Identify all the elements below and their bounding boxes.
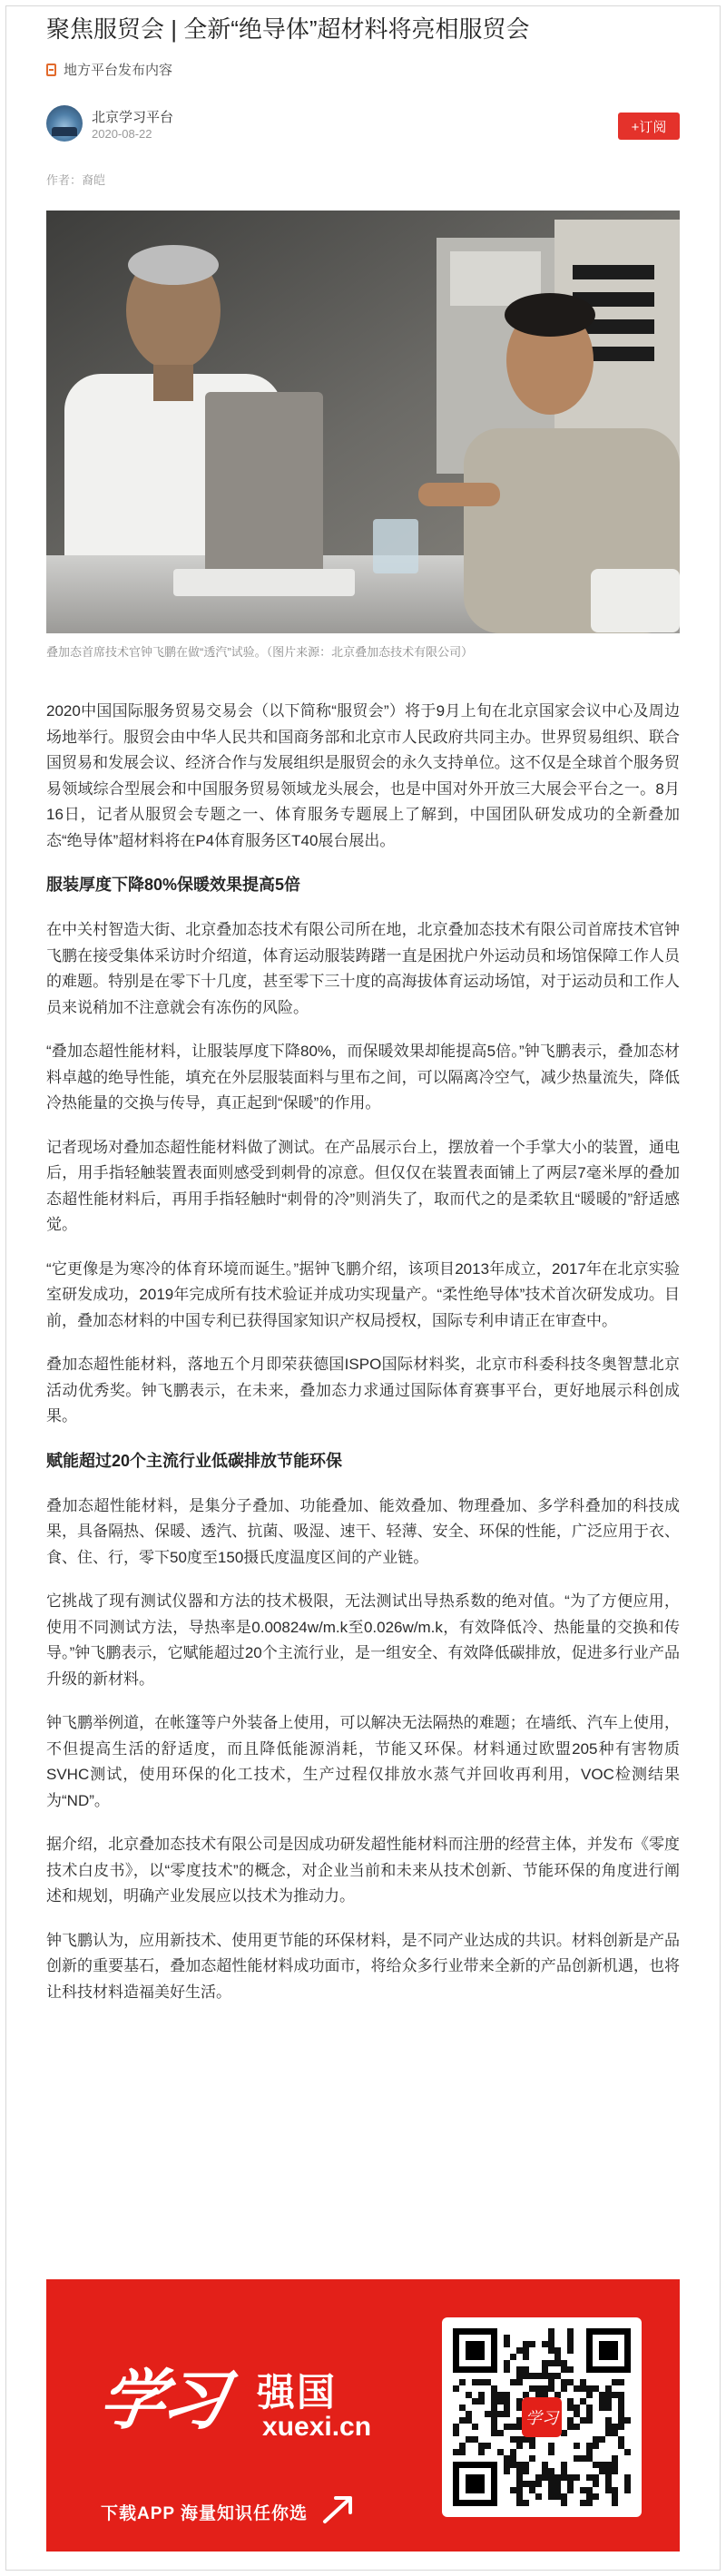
author-name[interactable]: 北京学习平台 [92,110,174,125]
avatar[interactable] [46,105,83,142]
photo-caption: 叠加态首席技术官钟飞鹏在做“透汽”试验。（图片来源：北京叠加态技术有限公司） [46,645,474,659]
qr-code[interactable] [442,2317,642,2517]
source-line [46,60,172,79]
brand-name: 强国 [257,2371,338,2414]
paragraph: 在中关村智造大街、北京叠加态技术有限公司所在地，北京叠加态技术有限公司首席技术官钟飞鹏在接受集体采访时介绍道，体育运动服装踌躇一直是困扰户外运动员和场馆保障工作人员的难题。特别是在零下十几度，甚至零下三十度的高海拔体育运动场馆，对于运动员和工作人员来说稍加不注意就会有冻伤的风险。 [46,921,680,1016]
article-photo [46,211,680,633]
qr-center-text: 学习 [525,2409,558,2428]
lab-photo-illustration [46,211,680,633]
paragraph: 它挑战了现有测试仪器和方法的技术极限，无法测试出导热系数的绝对值。“为了方便应用，使用不同测试方法，导热率是0.00824w/m.k至0.026w/m.k，有效降低冷、热能量的交换和传导。”钟飞鹏表示，它赋能超过20个主流行业，是一组安全、有效降低碳排放，促进多行业产品升级的新材料。 [46,1592,680,1688]
author-row [46,105,680,145]
subscribe-button[interactable]: +订阅 [618,113,680,140]
arrow-icon [321,2493,358,2525]
paragraph: “叠加态超性能材料，让服装厚度下降80%，而保暖效果却能提高5倍。”钟飞鹏表示，叠加态材料卓越的绝导性能，填充在外层服装面料与里布之间，可以隔离冷空气，减少热量流失，降低冷热能量的交换与传导，真正起到“保暖”的作用。 [46,1043,680,1112]
source-label: 地方平台发布内容 [64,63,173,78]
page-title: 聚焦服贸会 | 全新“绝导体”超材料将亮相服贸会 [46,15,530,43]
qr-code-icon [453,2328,631,2506]
document-icon [46,64,56,76]
paragraph: “它更像是为寒冷的体育环境而诞生。”据钟飞鹏介绍，该项目2013年成立，2017年在北京实验室研发成功，2019年完成所有技术验证并成功实现量产。“柔性绝导体”技术首次研发成功。目前，叠加态材料的中国专利已获得国家知识产权局授权，国际专利申请正在审查中。 [46,1259,680,1329]
paragraph: 叠加态超性能材料，是集分子叠加、功能叠加、能效叠加、物理叠加、多学科叠加的科技成果，具备隔热、保暖、透汽、抗菌、吸湿、速干、轻薄、安全、环保的性能，广泛应用于衣、食、住、行，零下50度至150摄氏度温度区间的产业链。 [46,1496,680,1566]
paragraph: 钟飞鹏认为，应用新技术、使用更节能的环保材料，是不同产业达成的共识。材料创新是产品创新的重要基石，叠加态超性能材料成功面市，将给众多行业带来全新的产品创新机遇，也将让科技材料造福美好生活。 [46,1931,680,2001]
paragraph: 记者现场对叠加态超性能材料做了测试。在产品展示台上，摆放着一个手掌大小的装置，通电后，用手指轻触装置表面则感受到刺骨的凉意。但仅仅在装置表面铺上了两层7毫米厚的叠加态超性能材料后，再用手指轻触时“刺骨的冷”则消失了，取而代之的是柔软且“暖暖的”舒适感觉。 [46,1138,680,1233]
paragraph: 2020中国国际服务贸易交易会（以下简称“服贸会”）将于9月上旬在北京国家会议中心及周边场地举行。服贸会由中华人民共和国商务部和北京市人民政府共同主办。世界贸易组织、联合国贸易和发展会议、经济合作与发展组织是服贸会的永久支持单位。这不仅是全球首个服务贸易领域综合型展会和中国服务贸易领域龙头展会，也是中国对外开放三大展会平台之一。8月16日，记者从服贸会专题之一、体育服务专题展上了解到，中国团队研发成功的全新叠加态“绝导体”超材料将在P4体育服务区T40展台展出。 [46,702,680,849]
download-slogan: 下载APP 海量知识任你选 [101,2504,309,2523]
article-body [46,699,680,2023]
xuexi-logo-calligraphy: 学习 [94,2361,230,2438]
paragraph: 叠加态超性能材料，落地五个月即荣获德国ISPO国际材料奖，北京市科委科技冬奥智慧北京活动优秀奖。钟飞鹏表示，在未来，叠加态力求通过国际体育赛事平台，更好地展示科创成果。 [46,1356,680,1425]
xuexi-download-banner[interactable] [46,2279,680,2552]
section-heading: 服装厚度下降80%保暖效果提高5倍 [46,876,301,894]
section-heading: 赋能超过20个主流行业低碳排放节能环保 [46,1451,343,1470]
byline: 作者：裔皑 [46,173,106,187]
paragraph: 钟飞鹏举例道，在帐篷等户外装备上使用，可以解决无法隔热的难题；在墙纸、汽车上使用，不但提高生活的舒适度，而且降低能源消耗，节能又环保。材料通过欧盟205种有害物质SVHC测试，使用环保的化工技术，生产过程仅排放水蒸气并回收再利用，VOC检测结果为“ND”。 [46,1714,680,1809]
brand-domain: xuexi.cn [262,2412,372,2442]
publish-date: 2020-08-22 [92,127,152,141]
paragraph: 据介绍，北京叠加态技术有限公司是因成功研发超性能材料而注册的经营主体，并发布《零度技术白皮书》，以“零度技术”的概念，对企业当前和未来从技术创新、节能环保的角度进行阐述和规划，明确产业发展应以技术为推动力。 [46,1836,680,1905]
